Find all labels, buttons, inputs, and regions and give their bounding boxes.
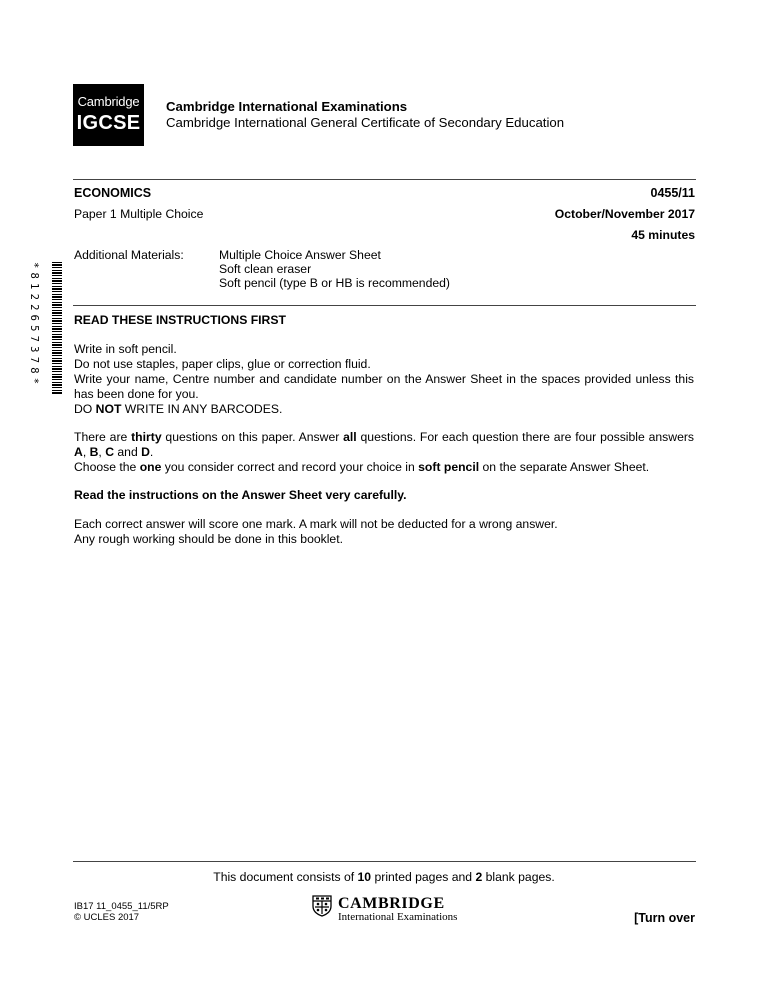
exam-board-title: Cambridge International Examinations	[166, 99, 408, 114]
exam-duration: 45 minutes	[631, 228, 695, 242]
logo-line2: IGCSE	[76, 112, 141, 134]
page-count: This document consists of 10 printed pages and 2 blank pages.	[213, 870, 555, 884]
reference-code: IB17 11_0455_11/5RP	[74, 901, 169, 912]
instruction-line: DO NOT WRITE IN ANY BARCODES.	[74, 402, 283, 416]
answer-sheet-note: Read the instructions on the Answer Sheet very carefully.	[74, 488, 407, 502]
paper-name: Paper 1 Multiple Choice	[74, 207, 204, 221]
questions-paragraph: There are thirty questions on this paper. Answer all questions. For each question there are four possible answers A, B, C and D.	[74, 430, 694, 459]
cambridge-subtitle: International Examinations	[338, 911, 458, 923]
marking-line: Any rough working should be done in this booklet.	[74, 532, 343, 546]
qualification-title: Cambridge International General Certificate of Secondary Education	[166, 115, 565, 130]
paper-code: 0455/11	[650, 186, 695, 200]
materials-item: Multiple Choice Answer Sheet	[219, 248, 381, 262]
materials-list	[219, 248, 450, 290]
divider-bottom	[73, 861, 696, 862]
barcode	[52, 262, 62, 394]
choose-paragraph: Choose the one you consider correct and record your choice in soft pencil on the separate Answer Sheet.	[74, 460, 650, 474]
marking-line: Each correct answer will score one mark. A mark will not be deducted for a wrong answer.	[74, 517, 558, 531]
instructions-heading: READ THESE INSTRUCTIONS FIRST	[74, 313, 286, 327]
cambridge-wordmark: CAMBRIDGE	[338, 895, 445, 912]
questions-info	[74, 430, 694, 475]
instruction-line: Do not use staples, paper clips, glue or correction fluid.	[74, 357, 371, 371]
materials-item: Soft pencil (type B or HB is recommended)	[219, 276, 450, 290]
turn-over: [Turn over	[634, 911, 695, 925]
marking-info	[74, 517, 694, 547]
document-reference	[74, 901, 169, 923]
barcode-number: *8122657378*	[28, 262, 40, 389]
instructions-block	[74, 342, 694, 417]
exam-session: October/November 2017	[554, 207, 695, 221]
instruction-line: Write in soft pencil.	[74, 342, 177, 356]
divider-mid	[73, 305, 696, 306]
materials-label: Additional Materials:	[74, 248, 184, 262]
logo-line1: Cambridge	[77, 94, 140, 109]
cambridge-crest-icon	[312, 895, 332, 917]
subject-title: ECONOMICS	[74, 186, 152, 200]
cambridge-igcse-logo	[73, 84, 144, 146]
materials-item: Soft clean eraser	[219, 262, 312, 276]
divider-top	[73, 179, 696, 180]
instruction-line: Write your name, Centre number and candidate number on the Answer Sheet in the spaces provided unless this has been done for you.	[74, 372, 694, 401]
copyright: © UCLES 2017	[74, 912, 140, 923]
